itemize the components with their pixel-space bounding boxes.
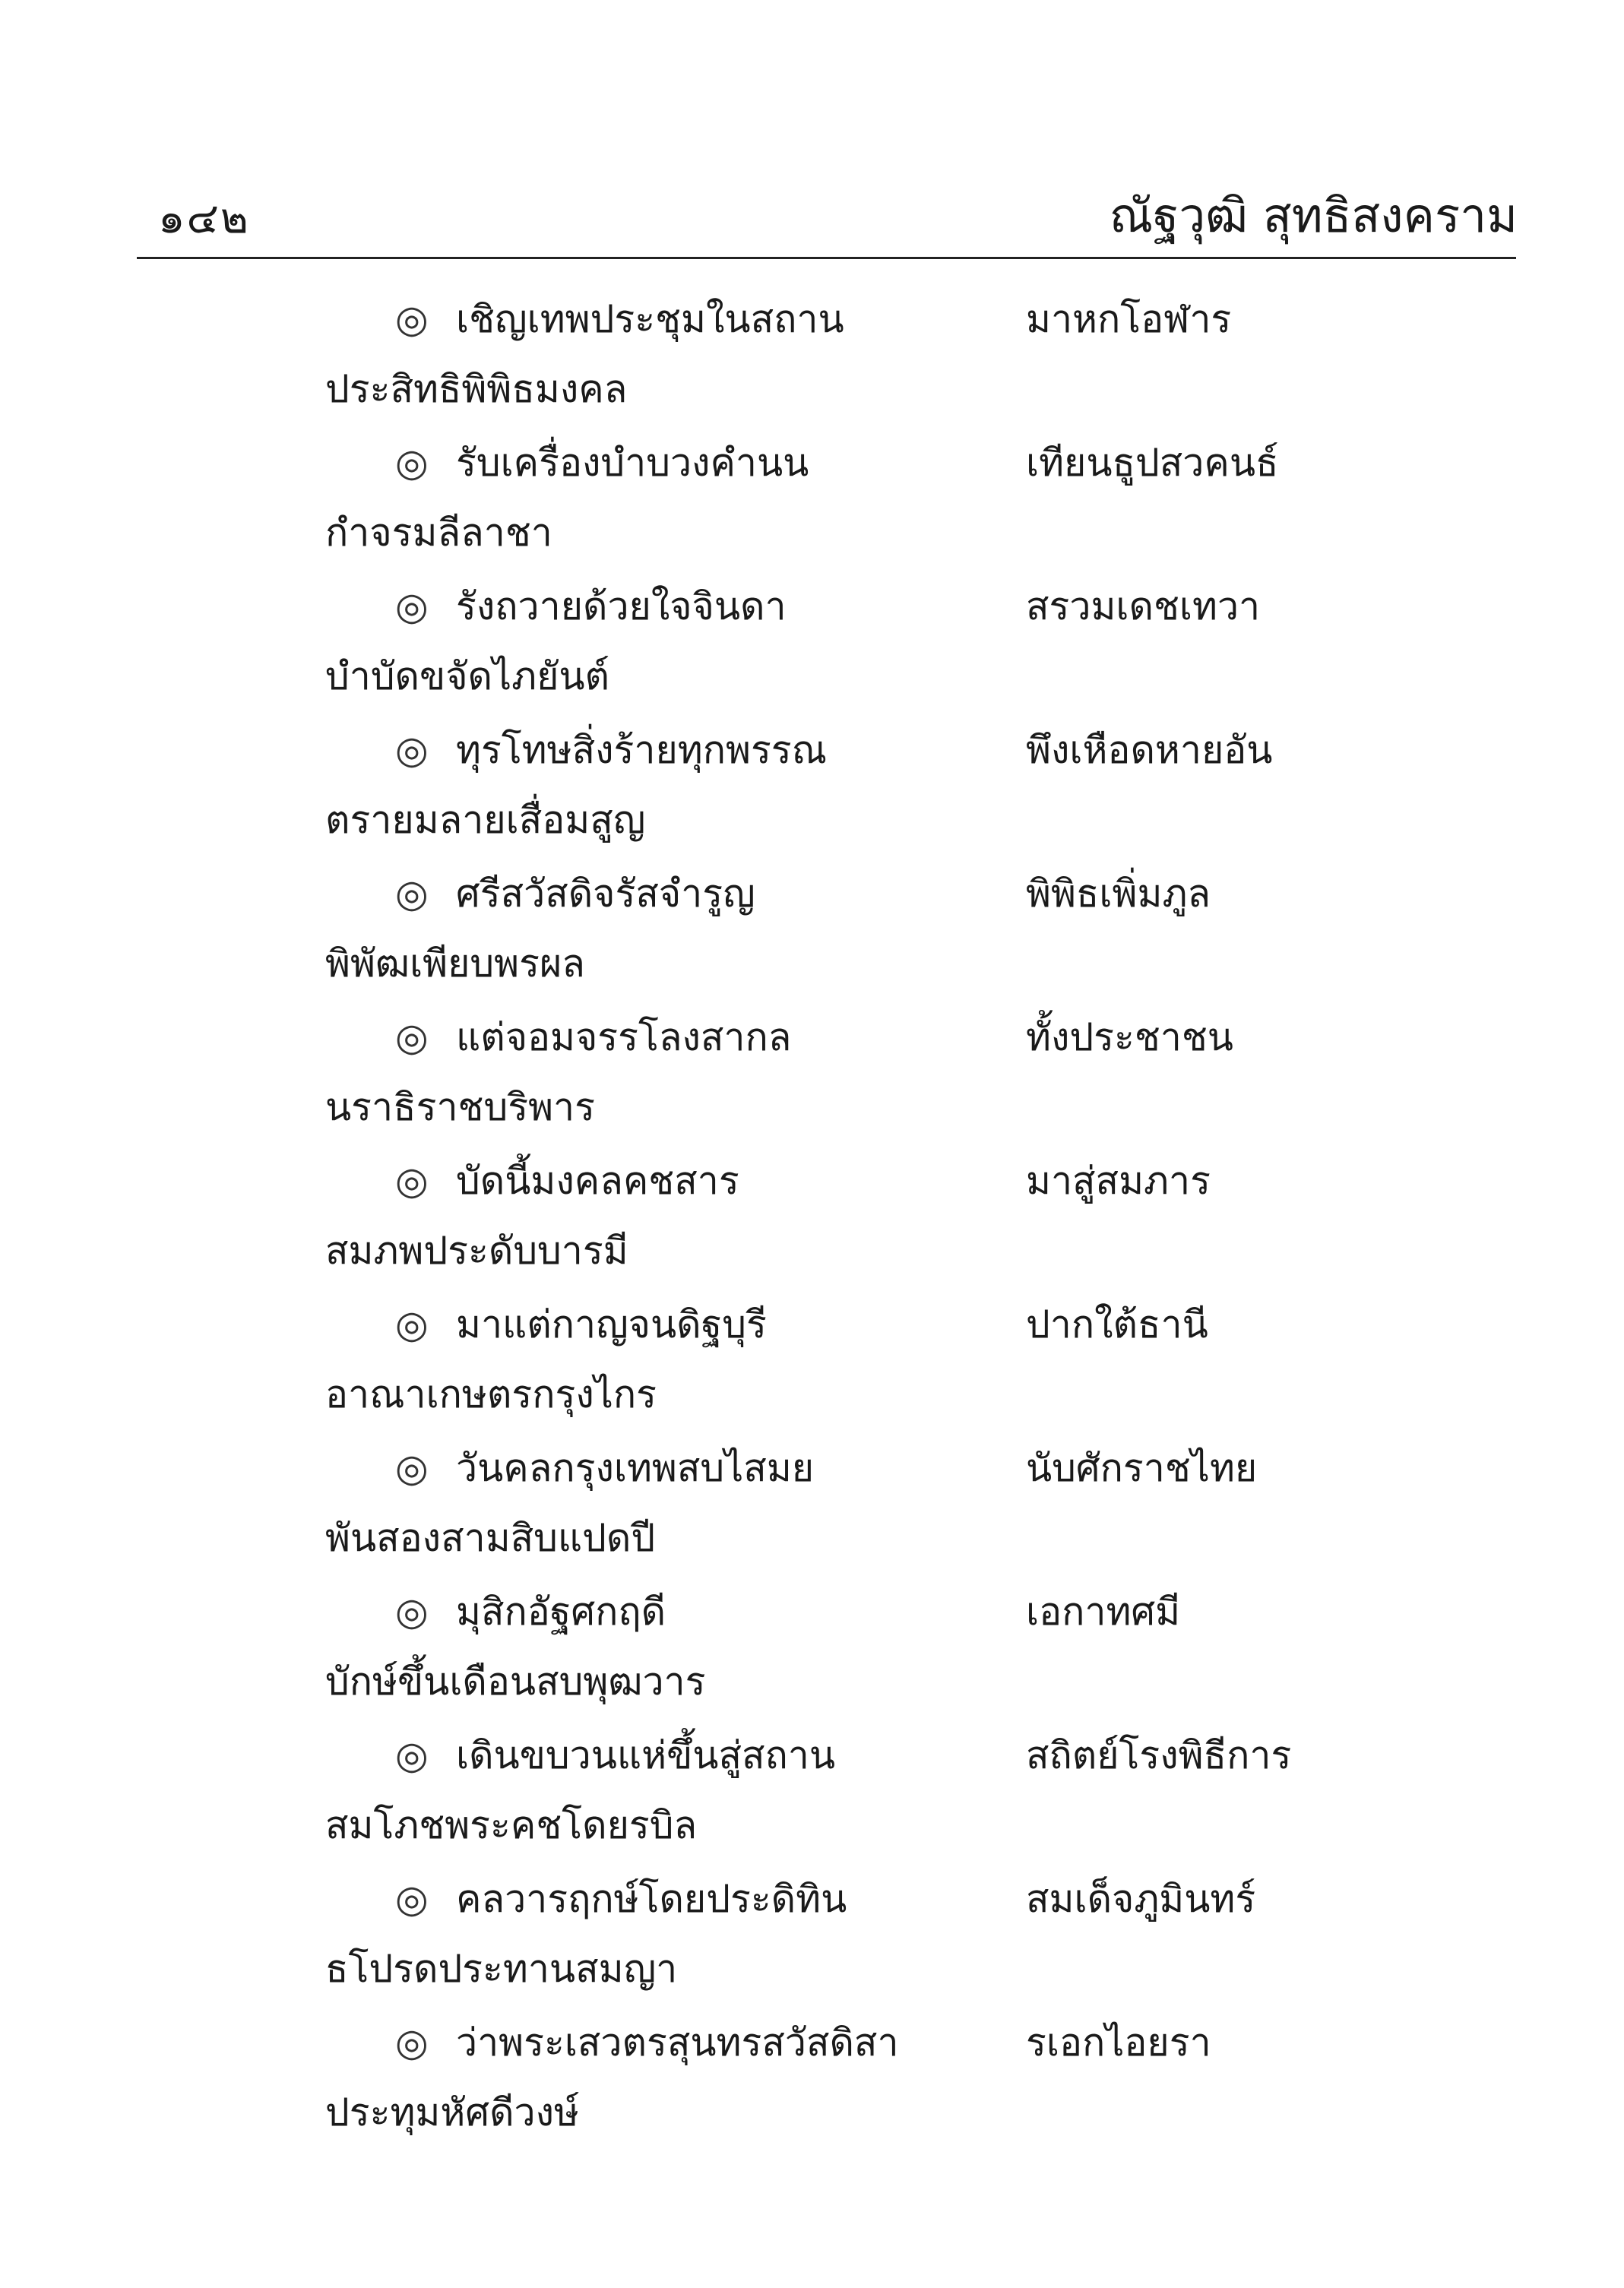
stanza-first-line [0, 1578, 1624, 1646]
stanza [0, 1578, 1624, 1721]
stanza-first-line [0, 572, 1624, 641]
stanza-marker-icon: ◎ [395, 441, 429, 485]
verse-second-hemistich: ทั้งประชาชน [1026, 1015, 1233, 1059]
verse-first-hemistich: ศรีสวัสดิจรัสจำรูญ [456, 872, 755, 916]
verse-continuation: ประสิทธิพิพิธมงคล [325, 367, 628, 411]
verse-second-hemistich: ปากใต้ธานี [1026, 1302, 1208, 1347]
stanza-first-line [0, 1721, 1624, 1790]
verse-continuation: ประทุมหัศดีวงษ์ [325, 2090, 579, 2135]
verse-first-hemistich: คลวารฤกษ์โดยประดิทิน [456, 1877, 847, 1921]
verse-second-hemistich: พึงเหือดหายอัน [1026, 728, 1273, 772]
stanza [0, 716, 1624, 859]
verse-first-hemistich: ว่าพระเสวตรสุนทรสวัสดิสา [456, 2021, 899, 2065]
verse-continuation: พันสองสามสิบแปดปี [325, 1516, 656, 1560]
running-header-title: ณัฐวุฒิ สุทธิสงคราม [1109, 188, 1518, 243]
verse-second-hemistich: สถิตย์โรงพิธีการ [1026, 1733, 1292, 1777]
stanza-first-line [0, 1290, 1624, 1359]
verse-first-hemistich: มุสิกอัฐศกฤดี [456, 1590, 666, 1634]
verse-continuation: สมภพประดับบารมี [325, 1229, 628, 1273]
stanza [0, 572, 1624, 716]
verse-second-hemistich: นับศักราชไทย [1026, 1446, 1258, 1490]
verse-first-hemistich: ทุรโทษสิ่งร้ายทุกพรรณ [456, 728, 828, 772]
stanza [0, 859, 1624, 1003]
stanza-marker-icon: ◎ [395, 1733, 429, 1777]
stanza [0, 1865, 1624, 2008]
verse-second-hemistich: สมเด็จภูมินทร์ [1026, 1877, 1256, 1921]
stanza [0, 1290, 1624, 1434]
poem-body [0, 285, 1624, 2152]
verse-continuation: บักษ์ขึ้นเดือนสบพุฒวาร [325, 1660, 706, 1704]
stanza-marker-icon: ◎ [395, 1302, 429, 1347]
stanza-first-line [0, 429, 1624, 497]
stanza [0, 1721, 1624, 1865]
verse-first-hemistich: รับเครื่องบำบวงคำนน [456, 441, 809, 485]
verse-second-hemistich: พิพิธเพิ่มภูล [1026, 872, 1211, 916]
stanza-first-line [0, 2008, 1624, 2077]
stanza-first-line [0, 1147, 1624, 1215]
stanza-marker-icon: ◎ [395, 872, 429, 916]
verse-second-hemistich: รเอกไอยรา [1026, 2021, 1211, 2065]
page-number: ๑๔๒ [158, 194, 250, 243]
stanza [0, 2008, 1624, 2152]
stanza-marker-icon: ◎ [395, 728, 429, 772]
verse-continuation: กำจรมลีลาชา [325, 511, 552, 555]
stanza-marker-icon: ◎ [395, 1877, 429, 1921]
verse-continuation: พิพัฒเพียบพรผล [325, 941, 585, 986]
stanza [0, 285, 1624, 429]
stanza-marker-icon: ◎ [395, 584, 429, 628]
stanza-marker-icon: ◎ [395, 1159, 429, 1203]
verse-second-hemistich: มาสู่สมภาร [1026, 1159, 1211, 1203]
verse-second-hemistich: มาหกโอฬาร [1026, 297, 1232, 341]
stanza [0, 1003, 1624, 1147]
verse-continuation: ตรายมลายเสื่อมสูญ [325, 798, 646, 842]
stanza-marker-icon: ◎ [395, 1015, 429, 1059]
stanza [0, 1434, 1624, 1578]
verse-first-hemistich: วันคลกรุงเทพสบไสมย [456, 1446, 815, 1490]
verse-second-hemistich: เอกาทศมี [1026, 1590, 1181, 1634]
header-rule [137, 257, 1516, 259]
verse-first-hemistich: บัดนี้มงคลคชสาร [456, 1159, 739, 1203]
verse-continuation: นราธิราชบริพาร [325, 1085, 595, 1129]
stanza-first-line [0, 1434, 1624, 1502]
stanza-first-line [0, 716, 1624, 784]
stanza-marker-icon: ◎ [395, 1590, 429, 1634]
stanza-first-line [0, 285, 1624, 353]
verse-first-hemistich: รังถวายด้วยใจจินดา [456, 584, 787, 628]
verse-continuation: สมโภชพระคชโดยรบิล [325, 1803, 698, 1847]
stanza [0, 1147, 1624, 1290]
verse-second-hemistich: เทียนธูปสวคนธ์ [1026, 441, 1279, 485]
stanza-first-line [0, 859, 1624, 928]
stanza-marker-icon: ◎ [395, 1446, 429, 1490]
stanza-marker-icon: ◎ [395, 297, 429, 341]
verse-continuation: ธโปรดประทานสมญา [325, 1947, 678, 1991]
verse-second-hemistich: สรวมเดชเทวา [1026, 584, 1261, 628]
stanza-first-line [0, 1003, 1624, 1071]
verse-first-hemistich: แต่จอมจรรโลงสากล [456, 1015, 792, 1059]
stanza-marker-icon: ◎ [395, 2021, 429, 2065]
stanza-first-line [0, 1865, 1624, 1933]
verse-continuation: อาณาเกษตรกรุงไกร [325, 1372, 657, 1416]
verse-first-hemistich: เดินขบวนแห่ขึ้นสู่สถาน [456, 1733, 836, 1777]
verse-first-hemistich: มาแต่กาญจนดิฐบุรี [456, 1302, 767, 1347]
verse-continuation: บำบัดขจัดไภยันต์ [325, 654, 610, 698]
stanza [0, 429, 1624, 572]
verse-first-hemistich: เชิญเทพประชุมในสถาน [456, 297, 844, 341]
